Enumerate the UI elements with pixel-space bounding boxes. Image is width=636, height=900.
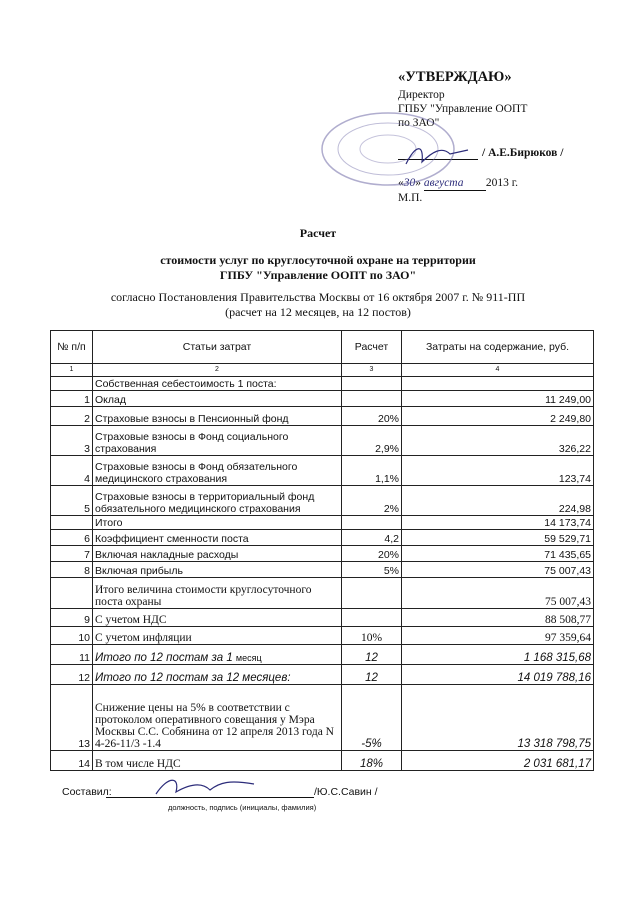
row-item: Включая прибыль xyxy=(93,562,342,578)
row-cost: 88 508,77 xyxy=(402,609,594,627)
table-row xyxy=(51,645,594,665)
row-number: 11 xyxy=(51,645,93,665)
row-calc xyxy=(342,609,402,627)
cost-table xyxy=(50,330,594,771)
row-item: Снижение цены на 5% в соответствии с протоколом оперативного совещания у Мэра Москвы С.С. Собянина от 12 апреля 2013 года N 4-26-11/3 -1.4 xyxy=(93,685,342,751)
column-number: 4 xyxy=(402,364,594,377)
row-item: Страховые взносы в Пенсионный фонд xyxy=(93,407,342,426)
row-item: Итого по 12 постам за 12 месяцев: xyxy=(93,665,342,685)
row-item: В том числе НДС xyxy=(93,751,342,771)
document-subtitle-line2: ГПБУ "Управление ООПТ по ЗАО" xyxy=(219,268,417,282)
row-cost: 13 318 798,75 xyxy=(402,685,594,751)
row-calc xyxy=(342,391,402,407)
approval-organization-line2: по ЗАО" xyxy=(398,117,440,129)
row-item: С учетом инфляции xyxy=(93,627,342,645)
table-row xyxy=(51,407,594,426)
row-number: 9 xyxy=(51,609,93,627)
row-cost: 1 168 315,68 xyxy=(402,645,594,665)
row-cost: 59 529,71 xyxy=(402,530,594,546)
row-item-main: Итого по 12 постам за 1 xyxy=(95,652,233,664)
table-row xyxy=(51,609,594,627)
row-calc: 10% xyxy=(342,627,402,645)
director-signature-icon xyxy=(402,140,472,170)
compiler-signature-icon xyxy=(150,774,260,802)
table-row xyxy=(51,426,594,456)
row-cost: 11 249,00 xyxy=(402,391,594,407)
header-number: № п/п xyxy=(51,331,93,364)
row-cost: 14 019 788,16 xyxy=(402,665,594,685)
table-column-numbers-row xyxy=(51,364,594,377)
row-cost: 123,74 xyxy=(402,456,594,486)
table-row xyxy=(51,546,594,562)
row-cost: 326,22 xyxy=(402,426,594,456)
row-calc: 20% xyxy=(342,407,402,426)
row-calc: 2% xyxy=(342,486,402,516)
date-year: 2013 г. xyxy=(485,177,519,189)
row-calc: -5% xyxy=(342,685,402,751)
document-basis-line1: согласно Постановления Правительства Москвы от 16 октября 2007 г. № 911-ПП xyxy=(110,290,526,304)
row-calc xyxy=(342,516,402,530)
approval-position: Директор xyxy=(398,89,445,101)
column-number: 2 xyxy=(93,364,342,377)
row-cost: 75 007,43 xyxy=(402,562,594,578)
table-header-row xyxy=(51,331,594,364)
row-number: 3 xyxy=(51,426,93,456)
row-cost: 2 031 681,17 xyxy=(402,751,594,771)
row-number: 4 xyxy=(51,456,93,486)
row-number: 1 xyxy=(51,391,93,407)
approval-organization-line1: ГПБУ "Управление ООПТ xyxy=(398,103,528,115)
row-cost xyxy=(402,377,594,391)
row-number xyxy=(51,578,93,609)
document-subtitle-line1: стоимости услуг по круглосуточной охране на территории xyxy=(160,253,476,267)
date-quote-close: » xyxy=(415,177,421,189)
row-calc: 1,1% xyxy=(342,456,402,486)
row-calc: 2,9% xyxy=(342,426,402,456)
date-month: августа xyxy=(424,176,486,191)
row-number: 2 xyxy=(51,407,93,426)
row-number xyxy=(51,516,93,530)
header-calc: Расчет xyxy=(342,331,402,364)
row-number: 5 xyxy=(51,486,93,516)
row-calc xyxy=(342,377,402,391)
footer-name: /Ю.С.Савин / xyxy=(314,786,378,798)
row-cost: 71 435,65 xyxy=(402,546,594,562)
header-item: Статьи затрат xyxy=(93,331,342,364)
approval-title: «УТВЕРЖДАЮ» xyxy=(398,69,512,85)
row-item-suffix: месяц xyxy=(235,653,262,663)
row-item: Оклад xyxy=(93,391,342,407)
table-row xyxy=(51,751,594,771)
row-number: 13 xyxy=(51,685,93,751)
row-cost: 14 173,74 xyxy=(402,516,594,530)
table-row xyxy=(51,377,594,391)
row-item: Включая накладные расходы xyxy=(93,546,342,562)
row-calc xyxy=(342,578,402,609)
column-number: 3 xyxy=(342,364,402,377)
table-row xyxy=(51,562,594,578)
row-item: Итого величина стоимости круглосуточного поста охраны xyxy=(93,578,342,609)
row-item: Итого xyxy=(93,516,342,530)
column-number: 1 xyxy=(51,364,93,377)
row-cost: 97 359,64 xyxy=(402,627,594,645)
date-quote-open: « xyxy=(398,177,404,189)
row-item: Страховые взносы в Фонд социального страхования xyxy=(93,426,342,456)
row-calc: 20% xyxy=(342,546,402,562)
row-item: Коэффициент сменности поста xyxy=(93,530,342,546)
row-calc: 4,2 xyxy=(342,530,402,546)
table-row xyxy=(51,627,594,645)
row-number: 7 xyxy=(51,546,93,562)
table-row xyxy=(51,516,594,530)
row-item: С учетом НДС xyxy=(93,609,342,627)
footer-label: Составил: xyxy=(62,786,112,798)
row-cost: 224,98 xyxy=(402,486,594,516)
date-day: 30 xyxy=(403,177,416,189)
row-number xyxy=(51,377,93,391)
document-basis-line2: (расчет на 12 месяцев, на 12 постов) xyxy=(225,305,411,319)
row-number: 14 xyxy=(51,751,93,771)
table-row xyxy=(51,578,594,609)
row-number: 10 xyxy=(51,627,93,645)
row-number: 12 xyxy=(51,665,93,685)
approval-signer: / А.Е.Бирюков / xyxy=(482,147,564,159)
approval-seal-mark: М.П. xyxy=(398,192,423,204)
row-calc: 12 xyxy=(342,665,402,685)
row-cost: 2 249,80 xyxy=(402,407,594,426)
document-title: Расчет xyxy=(299,226,337,240)
footer-caption: должность, подпись (инициалы, фамилия) xyxy=(168,803,317,812)
row-number: 6 xyxy=(51,530,93,546)
row-item: Собственная себестоимость 1 поста: xyxy=(93,377,342,391)
row-cost: 75 007,43 xyxy=(402,578,594,609)
row-item: Страховые взносы в территориальный фонд обязательного медицинского страхования xyxy=(93,486,342,516)
table-row xyxy=(51,391,594,407)
row-calc: 18% xyxy=(342,751,402,771)
table-row xyxy=(51,456,594,486)
row-number: 8 xyxy=(51,562,93,578)
table-row xyxy=(51,685,594,751)
table-row xyxy=(51,665,594,685)
table-row xyxy=(51,530,594,546)
row-item: Страховые взносы в Фонд обязательного медицинского страхования xyxy=(93,456,342,486)
row-calc: 5% xyxy=(342,562,402,578)
table-row xyxy=(51,486,594,516)
header-cost: Затраты на содержание, руб. xyxy=(402,331,594,364)
row-calc: 12 xyxy=(342,645,402,665)
row-item xyxy=(93,645,342,665)
